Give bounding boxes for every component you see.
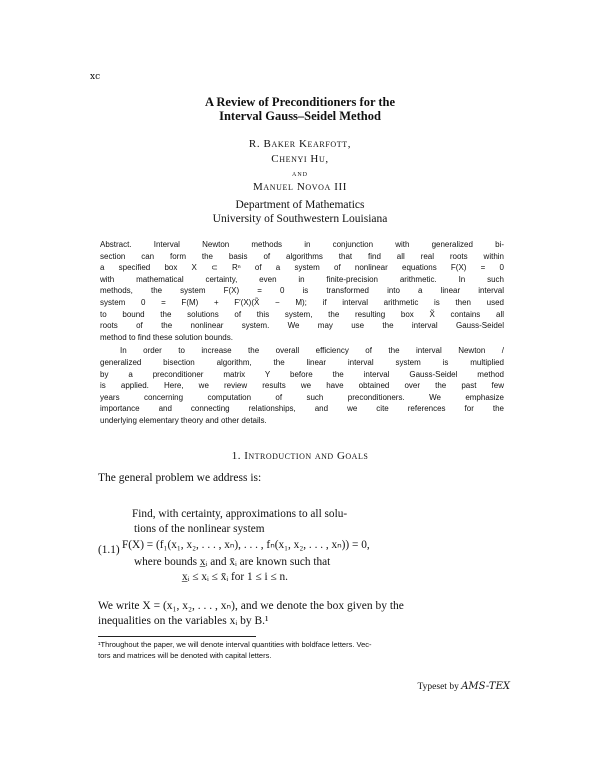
equation-number: (1.1) <box>98 544 120 556</box>
abstract-line: In order to increase the overall efficiency of the interval Newton / <box>120 346 504 356</box>
abstract-line: years concerning computation of such preconditioners. We emphasize <box>100 392 504 402</box>
abstract-line: to bound the solutions of this system, the resulting box X̃ contains all <box>100 309 504 319</box>
abstract-line: importance and connecting relationships, and we cite references for the <box>100 404 504 414</box>
abstract-line: roots of the nonlinear system. We may use the interval Gauss-Seidel <box>100 321 504 331</box>
author-2: Chenyi Hu, <box>271 153 329 165</box>
footnote-line: tors and matrices will be denoted with capital letters. <box>98 650 272 660</box>
abstract-line: method to find these solution bounds. <box>100 332 233 342</box>
abstract <box>100 239 504 427</box>
paragraph-line: inequalities on the variables xᵢ by B.¹ <box>98 615 269 627</box>
equation-formula: F(X) = (f₁(x₁, x₂, . . . , xₙ), . . . , fₙ(x₁, x₂, . . . , xₙ)) = 0, <box>122 539 370 551</box>
ams-tex-logo: AMS-TEX <box>461 681 510 692</box>
equation-line: where bounds x̲ᵢ and x̄ᵢ are known such that <box>134 556 331 568</box>
section-heading: 1. Introduction and Goals <box>231 450 369 462</box>
author-conjunction: and <box>292 169 308 178</box>
abstract-line: Abstract. Interval Newton methods in conjunction with generalized bi- <box>100 240 504 249</box>
affiliation-university: University of Southwestern Louisiana <box>212 213 388 225</box>
abstract-line: methods, the system F(X) = 0 is transformed into a linear interval <box>100 286 504 296</box>
problem-intro: The general problem we address is: <box>98 472 262 484</box>
typeset-prefix: Typeset by <box>417 682 462 692</box>
abstract-line: is applied. Here, we review results we have obtained over the past few <box>100 381 504 391</box>
abstract-line: section can form the basis of algorithms that find all real roots within <box>100 251 504 261</box>
title-line-2: Interval Gauss–Seidel Method <box>219 109 381 123</box>
abstract-line: generalized bisection algorithm, the linear interval system is multiplied <box>100 357 504 367</box>
footnote-line: ¹Throughout the paper, we will denote interval quantities with boldface letters. Vec- <box>98 640 372 649</box>
equation-line: Find, with certainty, approximations to all solu- <box>132 508 348 520</box>
abstract-line: underlying elementary theory and other details. <box>100 415 267 425</box>
running-head: xc <box>90 72 101 82</box>
footnote-rule <box>98 636 256 637</box>
equation-inequality: x̲ᵢ ≤ xᵢ ≤ x̄ᵢ for 1 ≤ i ≤ n. <box>182 571 288 583</box>
affiliation-department: Department of Mathematics <box>235 199 365 211</box>
author-1: R. Baker Kearfott, <box>248 138 352 150</box>
typeset-credit <box>370 681 510 692</box>
abstract-line: by a preconditioner matrix Y before the interval Gauss-Seidel method <box>100 369 504 379</box>
abstract-line: a specified box X ⊂ Rⁿ of a system of nonlinear equations F(X) = 0 <box>100 263 504 273</box>
equation-line: tions of the nonlinear system <box>134 523 265 535</box>
footnote <box>98 640 508 661</box>
body-paragraph <box>98 599 508 629</box>
abstract-line: system 0 = F(M) + F′(X)(X̃ − M); if interval arithmetic is then used <box>100 297 504 307</box>
abstract-line: with mathematical certainty, even in finite-precision arithmetic. In such <box>100 274 504 284</box>
author-3: Manuel Novoa III <box>252 181 348 193</box>
title-line-1: A Review of Preconditioners for the <box>204 95 396 109</box>
paragraph-line: We write X = (x₁, x₂, . . . , xₙ), and we denote the box given by the <box>98 600 404 612</box>
